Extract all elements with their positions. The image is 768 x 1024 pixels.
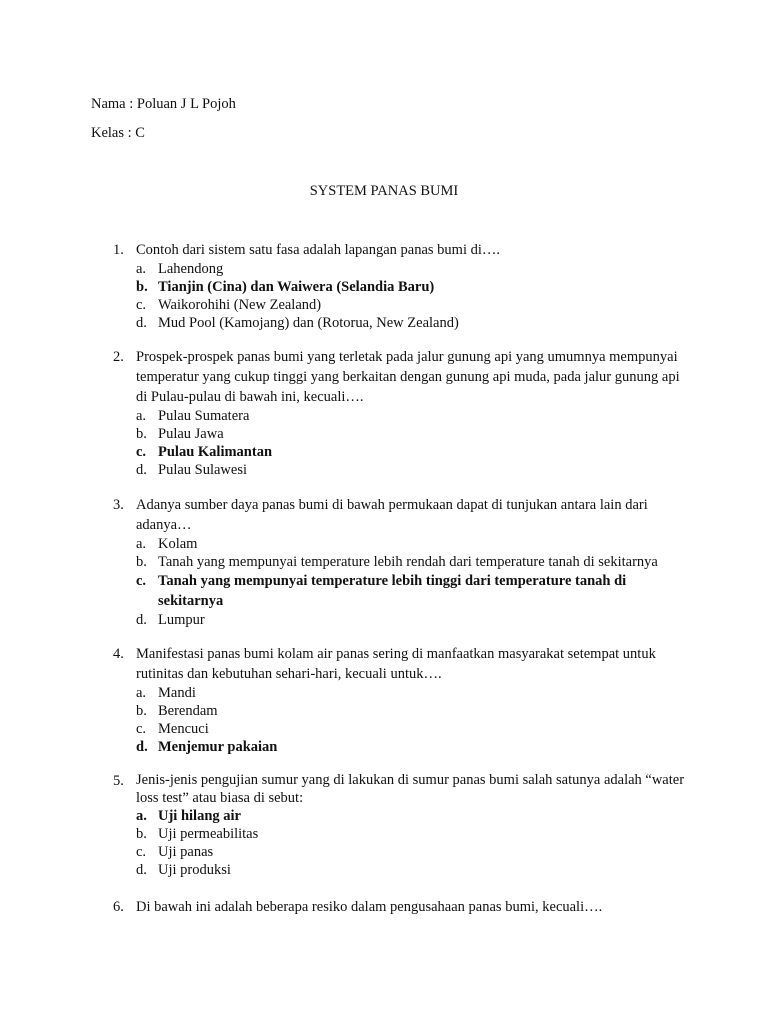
option-text: Tanah yang mempunyai temperature lebih tinggi dari temperature tanah di sekitarnya [158,573,627,609]
option-letter: d. [136,462,147,478]
option-list [136,535,693,629]
option-letter: d. [136,315,147,331]
option-list [136,807,693,879]
option-text: Mencuci [158,721,209,737]
option-text: Uji permeabilitas [158,826,259,842]
option-list [136,684,693,756]
option-letter: b. [136,426,147,442]
option-letter: c. [136,844,147,860]
question-2 [113,347,693,479]
question-number: 5. [113,773,124,789]
option-text: Uji produksi [158,862,231,878]
option-text: Kolam [158,536,198,552]
option-list [136,260,693,332]
option-letter: c. [136,297,147,313]
option-b-correct [136,278,693,296]
option-text: Berendam [158,703,218,719]
option-text: Menjemur pakaian [158,739,278,755]
option-text: Uji panas [158,844,214,860]
option-text: Lahendong [158,261,224,277]
question-4 [113,644,693,756]
option-letter: a. [136,808,147,824]
question-5 [113,771,693,879]
question-6 [113,897,693,917]
option-a [136,407,693,425]
option-letter: b. [136,826,147,842]
option-text: Pulau Kalimantan [158,444,273,460]
option-text: Lumpur [158,612,205,628]
student-class: Kelas : C [91,125,145,141]
question-text: Di bawah ini adalah beberapa resiko dalam pengusahaan panas bumi, kecuali…. [136,899,603,915]
option-c [136,296,693,314]
option-c [136,843,693,861]
question-3 [113,495,693,629]
option-letter: c. [136,721,147,737]
option-a [136,260,693,278]
option-letter: a. [136,685,147,701]
question-text: Jenis-jenis pengujian sumur yang di lakukan di sumur panas bumi salah satunya adalah “water loss test” atau biasa di sebut: [136,772,685,806]
option-letter: c. [136,444,147,460]
option-text: Pulau Sulawesi [158,462,248,478]
question-text: Prospek-prospek panas bumi yang terletak pada jalur gunung api yang umumnya mempunyai temperatur yang cukup tinggi yang berkaitan dengan gunung api muda, pada jalur gunung api di Pulau-pulau di bawah ini, kecuali…. [136,349,680,405]
option-d [136,861,693,879]
option-text: Pulau Jawa [158,426,224,442]
option-letter: a. [136,536,147,552]
option-c-correct [136,571,693,611]
option-a [136,535,693,553]
question-number: 6. [113,899,124,915]
option-letter: a. [136,261,147,277]
option-b [136,702,693,720]
question-text: Manifestasi panas bumi kolam air panas sering di manfaatkan masyarakat setempat untuk rutinitas dan kebutuhan sehari-hari, kecuali untuk…. [136,646,656,682]
option-letter: a. [136,408,147,424]
question-1 [113,240,693,332]
option-text: Mandi [158,685,196,701]
option-list [136,407,693,479]
question-number: 4. [113,646,124,662]
option-d [136,314,693,332]
question-text: Contoh dari sistem satu fasa adalah lapangan panas bumi di…. [136,242,501,258]
option-d [136,461,693,479]
option-text: Pulau Sumatera [158,408,250,424]
option-letter: d. [136,862,147,878]
question-text: Adanya sumber daya panas bumi di bawah permukaan dapat di tunjukan antara lain dari adanya… [136,497,648,533]
option-letter: b. [136,703,147,719]
option-text: Waikorohihi (New Zealand) [158,297,322,313]
page-title: SYSTEM PANAS BUMI [309,183,459,199]
option-letter: b. [136,554,147,570]
option-d [136,611,693,629]
option-b [136,553,693,571]
question-number: 3. [113,497,124,513]
option-letter: b. [136,279,148,295]
option-letter: d. [136,612,147,628]
option-a-correct [136,807,693,825]
option-b [136,825,693,843]
option-b [136,425,693,443]
question-number: 1. [113,242,124,258]
option-text: Tanah yang mempunyai temperature lebih rendah dari temperature tanah di sekitarnya [158,554,658,570]
option-text: Mud Pool (Kamojang) dan (Rotorua, New Zealand) [158,315,459,331]
student-name: Nama : Poluan J L Pojoh [91,96,236,112]
question-number: 2. [113,349,124,365]
option-letter: c. [136,573,147,589]
option-text: Tianjin (Cina) dan Waiwera (Selandia Baru) [158,279,435,295]
option-text: Uji hilang air [158,808,241,824]
option-c-correct [136,443,693,461]
option-c [136,720,693,738]
option-a [136,684,693,702]
option-letter: d. [136,739,148,755]
option-d-correct [136,738,693,756]
